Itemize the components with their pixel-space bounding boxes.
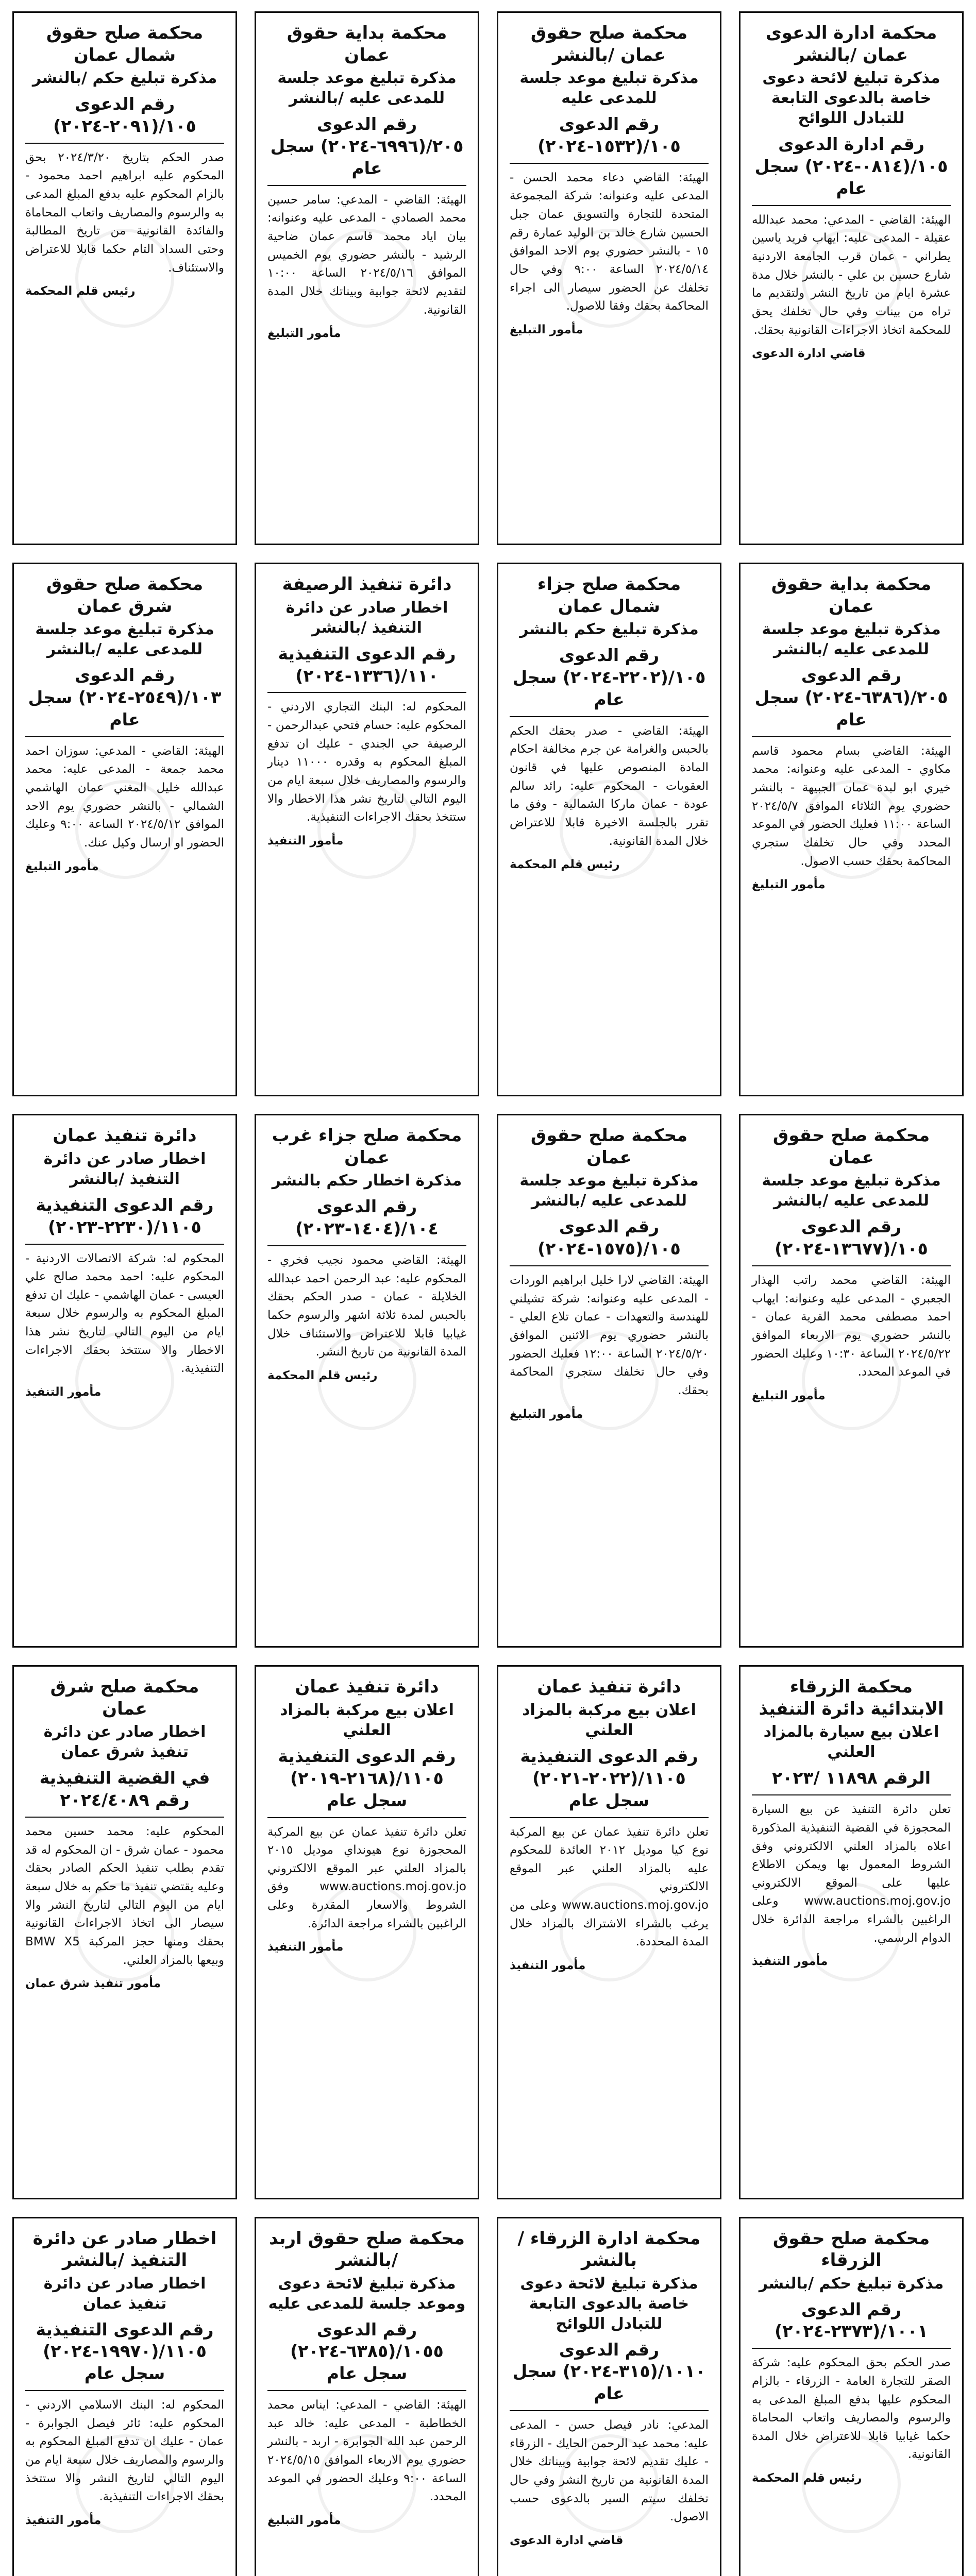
notice-body: المحكوم له: البنك الاسلامي الاردني - المحكوم عليه: ثائر فيصل الجوابرة - عمان - عليك ان تدفع المبلغ المحكوم به والرسوم والمصاريف خلال سبعة ايام من اليوم التالي لتاريخ النشر والا ستتخذ بحقك الاجراءات التنفيذية. (25, 2398, 224, 2504)
notice-heading: محكمة صلح شرق عمان (50, 1676, 199, 1719)
notice-heading: دائرة تنفيذ الرصيفة (282, 574, 452, 595)
notice-heading: محكمة صلح حقوق شمال عمان (46, 23, 204, 65)
case-number: رقم الدعوى ١٠٤/(١٤٠٤-٢٠٢٣) (295, 1196, 439, 1239)
notice-card (255, 2217, 479, 2576)
notice-body: الهيئة: القاضي - المدعي: سامر حسين محمد الصمادي - المدعى عليه وعنوانه: بيان اياد محمد قاسم عمان ضاحية الرشيد - بالنشر حضوري يوم الخميس الموافق ٢٠٢٤/٥/١٦ الساعة ١٠:٠٠ لتقديم لائحة جوابية وبيناتك خلال المدة القانونية. (267, 193, 466, 317)
divider (25, 143, 224, 144)
notice-body: الهيئة: القاضي - المدعي: ايناس محمد الخطاطبة - المدعى عليه: خالد عبد الرحمن عبد الله الجوابرة - اربد - بالنشر حضوري يوم الاربعاء الموافق ٢٠٢٤/٥/١٥ الساعة ٩:٠٠ وعليك الحضور في الموعد المحدد. (267, 2398, 466, 2504)
notice-card (12, 563, 237, 1096)
case-number: رقم الدعوى التنفيذية ١١٠٥/(٢٠٢٢-٢٠٢١) سجل عام (520, 1745, 698, 1810)
notice-heading: محكمة صلح حقوق شرق عمان (46, 574, 204, 617)
signature: مأمور التبليغ (752, 1388, 826, 1402)
notice-heading: محكمة بداية حقوق عمان (771, 574, 932, 617)
notice-body: تعلن دائرة تنفيذ عمان عن بيع المركبة نوع كيا موديل ٢٠١٢ العائدة للمحكوم عليه بالمزاد العلني عبر الموقع الالكتروني www.auctions.moj.gov.jo وعلى من يرغب بالشراء الاشتراك بالمزاد خلال المدة المحددة. (510, 1825, 709, 1949)
notice-heading: محكمة صلح حقوق عمان (530, 1125, 688, 1168)
notice-title: مذكرة تبليغ حكم /بالنشر (32, 69, 217, 87)
notice-heading: محكمة صلح حقوق عمان /بالنشر (530, 23, 688, 65)
notice-heading: محكمة ادارة الدعوى عمان /بالنشر (765, 23, 937, 65)
divider (267, 1245, 466, 1246)
case-number: رقم الدعوى ١٠٥/(٢٢٠٢-٢٠٢٤) سجل عام (512, 645, 706, 709)
notice-heading: دائرة تنفيذ عمان (295, 1676, 439, 1698)
divider (25, 736, 224, 737)
notice-body: صدر الحكم بتاريخ ٢٠٢٤/٣/٢٠ بحق المحكوم عليه ابراهيم احمد محمود - بالزام المحكوم عليه بدفع المبلغ المدعى به والرسوم والمصاريف واتعاب المحاماة والفائدة القانونية من تاريخ المطالبة وحتى السداد التام حكما قابلا للاعتراض والاستئناف. (25, 150, 224, 275)
notice-card (497, 2217, 721, 2576)
notice-title: مذكرة تبليغ موعد جلسة للمدعى عليه /بالنشر (762, 1172, 941, 1210)
case-number: رقم الدعوى التنفيذية ١١٠٥/(٢٢٣٠-٢٠٢٣) (36, 1194, 214, 1237)
notice-title: مذكرة تبليغ لائحة دعوى خاصة بالدعوى التابعة للتبادل اللوائح (762, 69, 940, 127)
case-number: رقم ادارة الدعوى ١٠٥/(٠٨١٤-٢٠٢٤) سجل عام (754, 134, 948, 198)
notice-heading: محكمة الزرقاء الابتدائية دائرة التنفيذ (759, 1676, 944, 1719)
case-number: رقم الدعوى ١٠٠١/(٢٣٧٣-٢٠٢٤) (775, 2299, 928, 2342)
signature: مأمور التنفيذ (752, 1955, 828, 1969)
divider (752, 2348, 951, 2349)
divider (752, 1265, 951, 1266)
notice-card (255, 1665, 479, 2199)
notice-body: المدعي: نادر فيصل حسن - المدعى عليه: محمد عبد الرحمن الحايك - الزرقاء - عليك تقديم لائحة جوابية وبيناتك خلال المدة القانونية من تاريخ النشر وفي حال تخلفك سيتم السير بالدعوى حسب الاصول. (510, 2418, 709, 2524)
notice-heading: محكمة صلح حقوق عمان (772, 1125, 930, 1168)
signature: رئيس قلم المحكمة (510, 858, 620, 872)
notice-body: الهيئة: القاضي محمد راتب الهذار الجعبري - المدعى عليه وعنوانه: ايهاب احمد مصطفى محمد القرية عمان - بالنشر حضوري يوم الاربعاء الموافق ٢٠٢٤/٥/٢٢ الساعة ١٠:٣٠ وعليك الحضور في الموعد المحدد. (752, 1274, 951, 1379)
notice-heading: محكمة صلح جزاء شمال عمان (537, 574, 681, 617)
case-number: رقم الدعوى ٢٠٥/(٦٣٨٦-٢٠٢٤) سجل عام (754, 665, 948, 730)
signature: رئيس قلم المحكمة (752, 2471, 862, 2485)
notice-card (497, 563, 721, 1096)
notice-title: اخطار صادر عن دائرة التنفيذ /بالنشر (43, 1149, 206, 1188)
case-number: رقم الدعوى ١٠٥/(١٥٣٢-٢٠٢٤) (537, 114, 681, 156)
signature: مأمور التنفيذ (25, 1385, 102, 1399)
signature: قاضي ادارة الدعوى (752, 347, 866, 361)
notice-heading: محكمة ادارة الزرقاء /بالنشر (517, 2228, 701, 2270)
notice-card (739, 2217, 964, 2576)
notice-body: الهيئة: القاضي دعاء محمد الحسن - المدعى عليه وعنوانه: شركة المجموعة المتحدة للتجارة والتسويق عمان جبل الحسين شارع خالد بن الوليد عمارة رقم ١٥ - بالنشر حضوري يوم الاحد الموافق ٢٠٢٤/٥/١٤ الساعة ٩:٠٠ وفي حال تخلفك عن الحضور سيصار الى اجراء المحاكمة بحقك وفقا للاصول. (510, 171, 709, 313)
notice-heading: دائرة تنفيذ عمان (53, 1125, 197, 1146)
notice-card (255, 11, 479, 545)
notice-title: اخطار صادر عن دائرة تنفيذ عمان (43, 2274, 206, 2313)
notice-body: الهيئة: القاضي لارا خليل ابراهيم الوردات - المدعى عليه وعنوانه: شركة تشيلني للهندسة والتعهدات - عمان تلاع العلي - بالنشر حضوري يوم الاثنين الموافق ٢٠٢٤/٥/٢٠ الساعة ١٢:٠٠ فعليك الحضور وفي حال تخلفك ستجري المحاكمة بحقك. (510, 1274, 709, 1397)
notice-card (12, 1665, 237, 2199)
divider (752, 736, 951, 737)
notice-body: الهيئة: القاضي - صدر بحقك الحكم بالحبس والغرامة عن جرم مخالفة احكام المادة المنصوص عليها في قانون العقوبات - المحكوم عليه: رائد سالم عودة - عمان ماركا الشمالية - وفق ما تقرر بالجلسة الاخيرة قابلا للاعتراض خلال المدة القانونية. (510, 724, 709, 848)
signature: رئيس قلم المحكمة (25, 284, 136, 298)
notice-body: المحكوم له: البنك التجاري الاردني - المحكوم عليه: حسام فتحي عبدالرحمن - الرصيفة حي الجندي - عليك ان تدفع المبلغ المحكوم به وقدره ١١٠٠٠ دينار والرسوم والمصاريف خلال سبعة ايام من اليوم التالي لتاريخ نشر هذا الاخطار والا ستتخذ بحقك الاجراءات التنفيذية. (267, 700, 466, 824)
signature: مأمور التبليغ (267, 2514, 341, 2528)
notice-title: مذكرة تبليغ حكم /بالنشر (759, 2274, 944, 2293)
divider (510, 1817, 709, 1818)
notice-title: اخطار صادر عن دائرة التنفيذ /بالنشر (285, 598, 448, 637)
notice-heading: دائرة تنفيذ عمان (537, 1676, 681, 1698)
case-number: رقم الدعوى ١٠١٠/(٣١٥-٢٠٢٤) سجل عام (512, 2339, 706, 2404)
case-number: رقم الدعوى التنفيذية ١١٠٥/(٢١٦٨-٢٠١٩) سجل عام (278, 1745, 456, 1810)
notice-title: مذكرة تبليغ حكم بالنشر (519, 620, 699, 639)
case-number: رقم الدعوى ١٠٥/(١٥٧٥-٢٠٢٤) (537, 1216, 681, 1259)
notice-card (497, 1114, 721, 1648)
case-number: رقم الدعوى ١٠٥/(١٣٦٧٧-٢٠٢٤) (775, 1216, 928, 1259)
divider (752, 205, 951, 206)
case-number: رقم الدعوى ١٠٣/(٢٥٤٩-٢٠٢٤) سجل عام (28, 665, 222, 730)
case-number: رقم الدعوى ١٠٥/(٢٠٩١-٢٠٢٤) (53, 94, 196, 136)
divider (267, 1817, 466, 1818)
case-number: رقم الدعوى التنفيذية ١١٠/(١٣٣٦-٢٠٢٤) (278, 643, 456, 686)
notice-body: صدر الحكم بحق المحكوم عليه: شركة الصقر للتجارة العامة - الزرقاء - بالزام المحكوم عليها بدفع المبلغ المدعى به والرسوم والمصاريف واتعاب المحاماة حكما غيابيا قابلا للاعتراض خلال المدة القانونية. (752, 2356, 951, 2462)
notice-body: الهيئة: القاضي - المدعي: محمد عبدالله عقيلة - المدعى عليه: ايهاب فريد ياسين يطراني - عمان قرب الجامعة الاردنية شارع حسين بن علي - بالنشر خلال مدة عشرة ايام من تاريخ النشر ولتقديم ما تراه من بينات وفي حال تخلفك يحق للمحكمة اتخاذ الاجراءات القانونية بحقك. (752, 213, 951, 337)
notice-card (12, 2217, 237, 2576)
case-number: رقم الدعوى ١٠٥٥/(٦٣٨٥-٢٠٢٤) سجل عام (290, 2319, 444, 2384)
notice-title: مذكرة تبليغ موعد جلسة للمدعى عليه /بالنشر (277, 69, 457, 107)
divider (25, 1244, 224, 1245)
signature: مأمور التبليغ (25, 859, 99, 873)
notice-card (255, 1114, 479, 1648)
notice-card (739, 1114, 964, 1648)
notice-title: اعلان بيع مركبة بالمزاد العلني (280, 1701, 454, 1739)
notice-card (739, 563, 964, 1096)
divider (267, 692, 466, 693)
notice-heading: اخطار صادر عن دائرة التنفيذ /بالنشر (32, 2228, 217, 2270)
notice-heading: محكمة صلح حقوق الزرقاء (772, 2228, 930, 2270)
notice-title: مذكرة تبليغ لائحة دعوى وموعد جلسة للمدعى عليه (268, 2274, 466, 2313)
notice-body: تعلن دائرة تنفيذ عمان عن بيع المركبة المحجوزة نوع هيونداي موديل ٢٠١٥ بالمزاد العلني عبر الموقع الالكتروني www.auctions.moj.gov.jo وفق الشروط والاسعار المقدرة وعلى الراغبين بالشراء مراجعة الدائرة. (267, 1825, 466, 1930)
divider (267, 185, 466, 186)
notice-body: المحكوم له: شركة الاتصالات الاردنية - المحكوم عليه: احمد محمد صالح علي العيسى - عمان الهاشمي - عليك ان تدفع المبلغ المحكوم به والرسوم خلال سبعة ايام من اليوم التالي لتاريخ نشر هذا الاخطار والا ستتخذ بحقك الاجراءات التنفيذية. (25, 1251, 224, 1376)
notice-body: المحكوم عليه: محمد حسين محمد محمود - عمان شرق - ان المحكوم له قد تقدم بطلب تنفيذ الحكم الصادر بحقك وعليه يقتضي تنفيذ ما حكم به خلال سبعة ايام من اليوم التالي لتاريخ النشر والا سيصار الى اتخاذ الاجراءات القانونية بحقك ومنها حجز المركبة BMW X5 وبيعها بالمزاد العلني. (25, 1825, 224, 1967)
divider (267, 2390, 466, 2391)
divider (510, 2410, 709, 2411)
notice-heading: محكمة صلح حقوق اربد /بالنشر (269, 2228, 465, 2270)
signature: قاضي ادارة الدعوى (510, 2534, 624, 2548)
notice-title: اعلان بيع مركبة بالمزاد العلني (522, 1701, 696, 1739)
divider (752, 1794, 951, 1795)
notice-body: الهيئة: القاضي محمود نجيب فخري - المحكوم عليه: عبد الرحمن احمد عبدالله الخلايلة - عمان - صدر الحكم بحقك بالحبس لمدة ثلاثة اشهر والرسوم حكما غيابيا قابلا للاعتراض والاستئناف خلال المدة القانونية من تاريخ النشر. (267, 1253, 466, 1359)
divider (510, 716, 709, 717)
notice-card (497, 11, 721, 545)
divider (25, 1817, 224, 1818)
notice-title: مذكرة تبليغ موعد جلسة للمدعى عليه /بالنشر (519, 1172, 699, 1210)
notice-title: مذكرة تبليغ موعد جلسة للمدعى عليه (519, 69, 699, 107)
notice-heading: محكمة بداية حقوق عمان (287, 23, 447, 65)
signature: مأمور التبليغ (510, 323, 583, 336)
signature: مأمور التنفيذ (510, 1959, 586, 1973)
divider (510, 163, 709, 164)
notice-card (497, 1665, 721, 2199)
notice-title: مذكرة تبليغ موعد جلسة للمدعى عليه /بالنشر (762, 620, 941, 659)
notice-card (12, 1114, 237, 1648)
signature: مأمور التبليغ (510, 1407, 583, 1421)
case-number: الرقم ١١٨٩٨ /٢٠٢٣ (771, 1768, 931, 1788)
case-number: رقم الدعوى ٢٠٥/(٦٩٩٦-٢٠٢٤) سجل عام (270, 114, 464, 178)
notice-title: مذكرة تبليغ موعد جلسة للمدعى عليه /بالنشر (35, 620, 214, 659)
notice-title: اخطار صادر عن دائرة تنفيذ شرق عمان (43, 1723, 206, 1761)
signature: رئيس قلم المحكمة (267, 1368, 378, 1382)
notice-card (255, 563, 479, 1096)
signature: مأمور التنفيذ (267, 834, 344, 848)
signature: مأمور التبليغ (752, 878, 826, 892)
notice-heading: محكمة صلح جزاء غرب عمان (272, 1125, 462, 1168)
notice-title: اعلان بيع سيارة بالمزاد العلني (763, 1723, 939, 1761)
signature: مأمور التنفيذ (267, 1940, 344, 1954)
notice-card (739, 11, 964, 545)
notice-body: الهيئة: القاضي - المدعي: سوزان احمد محمد جمعة - المدعى عليه: محمد عبدالله خليل المغني عمان الهاشمي الشمالي - بالنشر حضوري يوم الاحد الموافق ٢٠٢٤/٥/١٢ الساعة ٩:٠٠ وعليك الحضور او ارسال وكيل عنك. (25, 744, 224, 850)
notice-body: الهيئة: القاضي بسام محمود قاسم مكاوي - المدعى عليه وعنوانه: محمد خيري ابو لبدة عمان الجبيهة - بالنشر حضوري يوم الثلاثاء الموافق ٢٠٢٤/٥/٧ الساعة ١١:٠٠ فعليك الحضور في الموعد المحدد وفي حال تخلفك ستجري المحاكمة بحقك حسب الاصول. (752, 744, 951, 868)
signature: مأمور التبليغ (267, 327, 341, 341)
divider (25, 2390, 224, 2391)
notice-card (12, 11, 237, 545)
notice-title: مذكرة تبليغ لائحة دعوى خاصة بالدعوى التابعة للتبادل اللوائح (520, 2274, 698, 2333)
divider (510, 1265, 709, 1266)
case-number: رقم الدعوى التنفيذية ١١٠٥/(١٩٩٧٠-٢٠٢٤) سجل عام (36, 2319, 214, 2384)
notice-body: تعلن دائرة التنفيذ عن بيع السيارة المحجوزة في القضية التنفيذية المذكورة اعلاه بالمزاد العلني الالكتروني وفق الشروط المعمول بها ويمكن الاطلاع عليها على الموقع الالكتروني www.auctions.moj.gov.jo وعلى الراغبين بالشراء مراجعة الدائرة خلال الدوام الرسمي. (752, 1803, 951, 1945)
signature: مأمور التنفيذ (25, 2514, 102, 2528)
case-number: في القضية التنفيذية رقم ٢٠٢٤/٤٠٨٩ (39, 1768, 210, 1810)
notice-card (739, 1665, 964, 2199)
signature: مأمور تنفيذ شرق عمان (25, 1977, 161, 1991)
notice-title: مذكرة اخطار حكم بالنشر (272, 1172, 462, 1190)
